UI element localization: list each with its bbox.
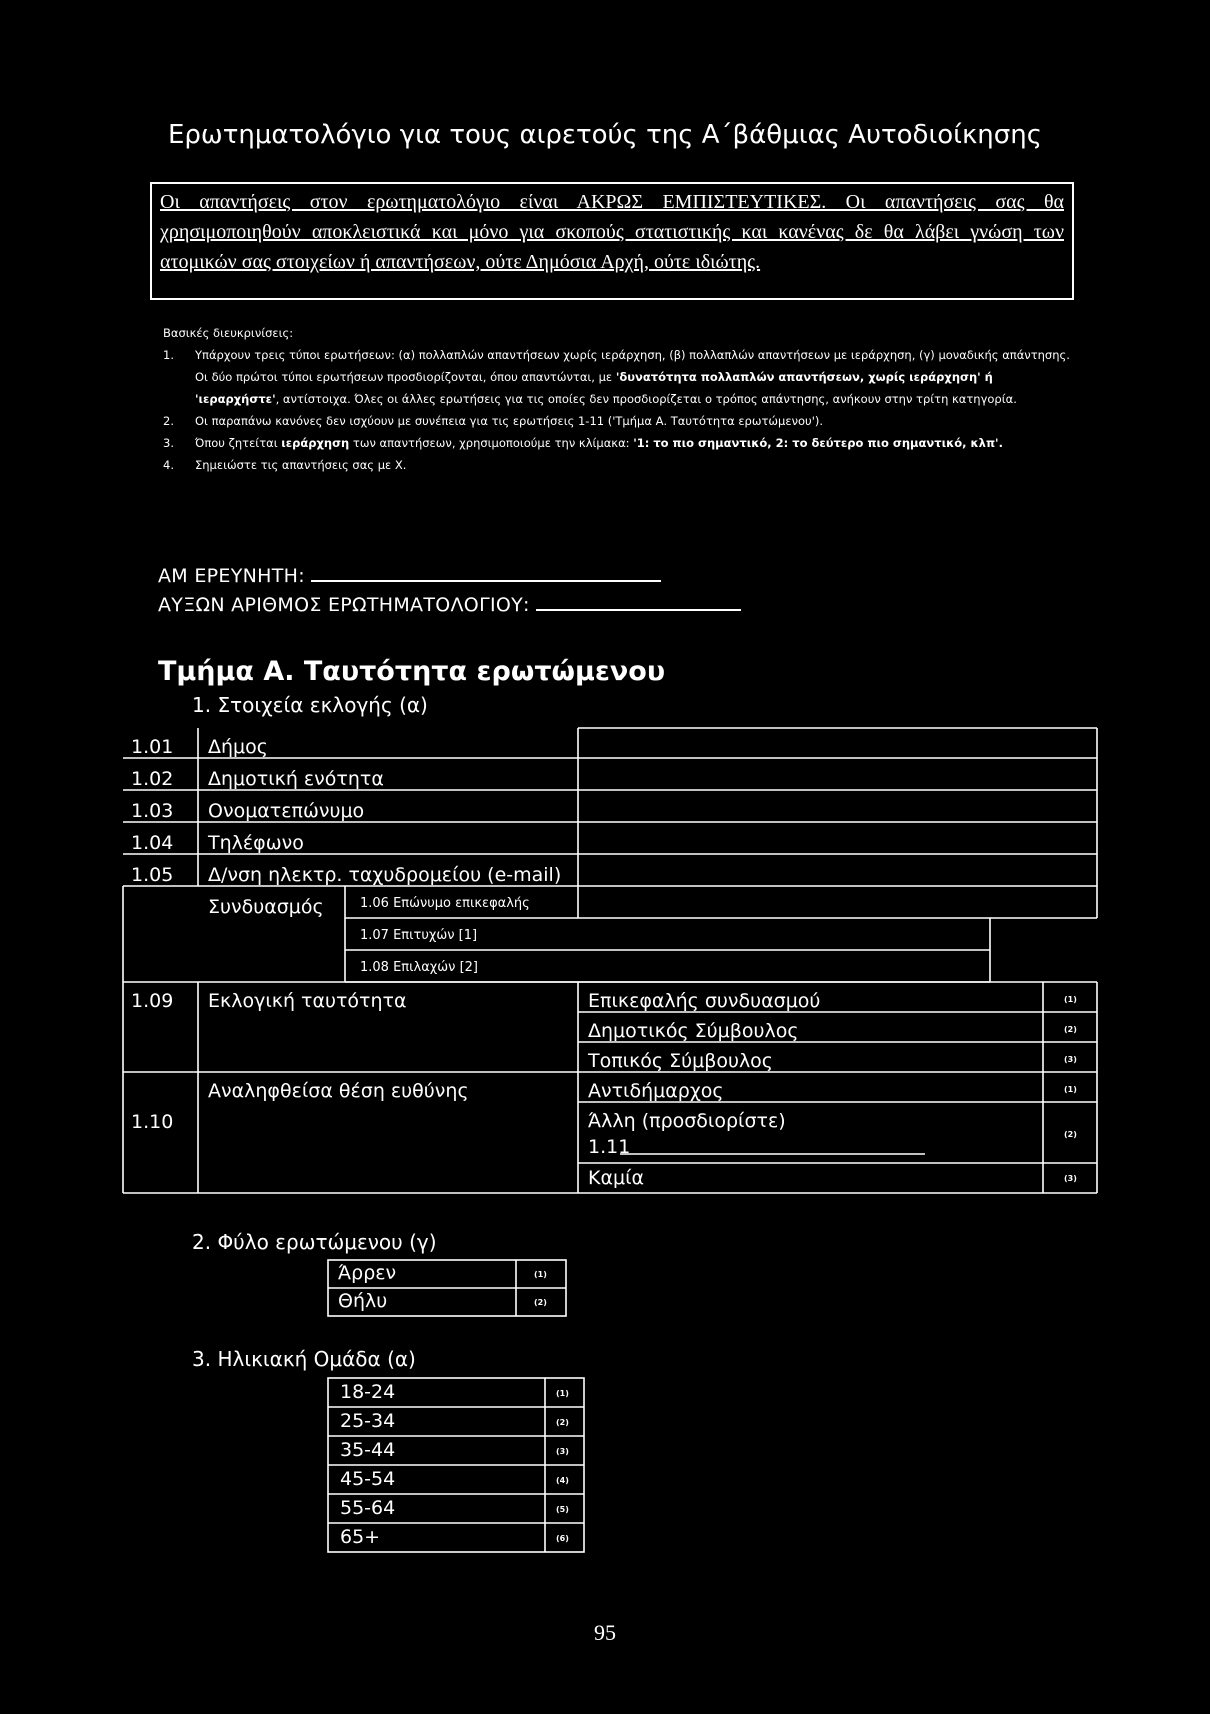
checkbox-1-10-3[interactable] <box>1045 1165 1059 1191</box>
coalition-label: Συνδυασμός <box>208 896 324 918</box>
document-title: Ερωτηματολόγιο για τους αιρετούς της Α΄βάθμιας Αυτοδιοίκησης <box>168 120 1042 150</box>
q1-09-option-1-code: (1) <box>1064 995 1077 1004</box>
q1-09-code: 1.09 <box>131 990 174 1012</box>
q1-09-option-2-code: (2) <box>1064 1025 1077 1034</box>
row-1-04-code: 1.04 <box>131 832 174 854</box>
checkbox-3-6[interactable] <box>547 1525 583 1550</box>
q1-10-option-3-code: (3) <box>1064 1174 1077 1183</box>
q3-option-2-code: (2) <box>556 1418 569 1427</box>
answer-1-08[interactable] <box>580 952 988 980</box>
q2-option-female-code: (2) <box>534 1298 547 1307</box>
q3-option-5-code: (5) <box>556 1505 569 1514</box>
instruction-3-text-b: ιεράρχηση <box>281 436 350 450</box>
checkbox-3-5[interactable] <box>547 1496 583 1521</box>
q2-option-male: Άρρεν <box>338 1262 397 1284</box>
q3-option-2: 25-34 <box>340 1410 396 1432</box>
coalition-runner-up: 1.08 Επιλαχών [2] <box>360 960 478 975</box>
q2-heading: 2. Φύλο ερωτώμενου (γ) <box>192 1230 437 1254</box>
row-1-01-label: Δήμος <box>208 736 268 758</box>
instruction-3-number: 3. <box>163 436 174 450</box>
q1-10-option-1: Αντιδήμαρχος <box>588 1080 724 1102</box>
instruction-2-text: Οι παραπάνω κανόνες δεν ισχύουν με συνέπεια για τις ερωτήσεις 1-11 ('Τμήμα Α. Ταυτότητα ερωτώμενου'). <box>195 414 823 428</box>
instruction-1-text-b: 'δυνατότητα πολλαπλών απαντήσεων, χωρίς ιεράρχηση' ή 'ιεραρχήστε' <box>195 370 993 406</box>
instruction-3-text-a: Όπου ζητείται <box>195 436 282 450</box>
checkbox-3-2[interactable] <box>547 1409 583 1434</box>
researcher-id-label: ΑΜ ΕΡΕΥΝΗΤΗ: <box>158 565 305 587</box>
checkbox-2-1[interactable] <box>518 1262 532 1286</box>
instruction-2-number: 2. <box>163 414 174 428</box>
q2-option-female: Θήλυ <box>338 1290 388 1312</box>
q2-option-male-code: (1) <box>534 1270 547 1279</box>
checkbox-1-09-2[interactable] <box>1045 1014 1059 1040</box>
row-1-02-code: 1.02 <box>131 768 174 790</box>
row-1-03-label: Ονοματεπώνυμο <box>208 800 365 822</box>
section-a-title: Τμήμα Α. Ταυτότητα ερωτώμενου <box>158 656 666 687</box>
q3-option-1: 18-24 <box>340 1381 396 1403</box>
row-1-02-label: Δημοτική ενότητα <box>208 768 384 790</box>
checkbox-3-4[interactable] <box>547 1467 583 1492</box>
q3-option-6-code: (6) <box>556 1534 569 1543</box>
answer-1-03[interactable] <box>580 792 1095 820</box>
coalition-head-name: 1.06 Επώνυμο επικεφαλής <box>360 896 530 911</box>
q3-option-4-code: (4) <box>556 1476 569 1485</box>
answer-1-04[interactable] <box>580 824 1095 852</box>
instructions-heading: Βασικές διευκρινίσεις: <box>163 326 294 340</box>
answer-1-01[interactable] <box>580 730 1095 756</box>
q3-option-3-code: (3) <box>556 1447 569 1456</box>
q3-option-1-code: (1) <box>556 1389 569 1398</box>
checkbox-1-10-1[interactable] <box>1045 1074 1059 1100</box>
q1-09-option-2: Δημοτικός Σύμβουλος <box>588 1020 799 1042</box>
answer-1-07[interactable] <box>580 920 988 948</box>
checkbox-1-10-2[interactable] <box>1045 1104 1059 1161</box>
checkbox-3-1[interactable] <box>547 1380 583 1405</box>
answer-1-05[interactable] <box>580 856 1095 884</box>
q3-option-6: 65+ <box>340 1526 381 1548</box>
confidentiality-notice: Οι απαντήσεις στον ερωτηματολόγιο είναι ΑΚΡΩΣ ΕΜΠΙΣΤΕΥΤΙΚΕΣ. Οι απαντήσεις σας θα χρησιμοποιηθούν αποκλειστικά και μόνο για σκοπούς στατιστικής και κανένας δε θα λάβει γνώση των ατομικών σας στοιχείων ή απαντήσεων, ούτε Δημόσια Αρχή, ούτε ιδιώτης. <box>150 182 1074 300</box>
q1-11-input[interactable] <box>620 1134 925 1154</box>
q3-heading: 3. Ηλικιακή Ομάδα (α) <box>192 1347 416 1371</box>
instruction-4-text: Σημειώστε τις απαντήσεις σας με Χ. <box>195 458 407 472</box>
q1-09-option-1: Επικεφαλής συνδυασμού <box>588 990 821 1012</box>
checkbox-2-2[interactable] <box>518 1290 532 1314</box>
q1-09-option-3: Τοπικός Σύμβουλος <box>588 1050 773 1072</box>
q1-10-code: 1.10 <box>131 1111 174 1133</box>
q1-heading: 1. Στοιχεία εκλογής (α) <box>192 693 428 717</box>
q3-option-5: 55-64 <box>340 1497 396 1519</box>
instruction-4-number: 4. <box>163 458 174 472</box>
q1-09-label: Εκλογική ταυτότητα <box>208 990 407 1012</box>
row-1-04-label: Τηλέφωνο <box>208 832 304 854</box>
checkbox-3-3[interactable] <box>547 1438 583 1463</box>
answer-1-02[interactable] <box>580 760 1095 788</box>
row-1-05-code: 1.05 <box>131 864 174 886</box>
row-1-03-code: 1.03 <box>131 800 174 822</box>
q3-option-4: 45-54 <box>340 1468 396 1490</box>
instruction-1-number: 1. <box>163 348 174 362</box>
q1-11-code: 1.11 <box>588 1136 631 1158</box>
instruction-3-text-d: '1: το πιο σημαντικό, 2: το δεύτερο πιο σημαντικό, κλπ'. <box>633 436 1003 450</box>
checkbox-1-09-3[interactable] <box>1045 1044 1059 1070</box>
q1-10-option-1-code: (1) <box>1064 1085 1077 1094</box>
row-1-01-code: 1.01 <box>131 736 174 758</box>
serial-number-label: ΑΥΞΩΝ ΑΡΙΘΜΟΣ ΕΡΩΤΗΜΑΤΟΛΟΓΙΟΥ: <box>158 594 530 616</box>
q1-10-option-2-code: (2) <box>1064 1130 1077 1139</box>
instruction-3-text-c: των απαντήσεων, χρησιμοποιούμε την κλίμακα: <box>349 436 634 450</box>
q1-09-option-3-code: (3) <box>1064 1055 1077 1064</box>
q1-10-option-3: Καμία <box>588 1167 645 1189</box>
q1-10-option-2: Άλλη (προσδιορίστε) <box>588 1110 786 1132</box>
page-number: 95 <box>594 1620 616 1645</box>
coalition-elected: 1.07 Επιτυχών [1] <box>360 928 478 943</box>
checkbox-1-09-1[interactable] <box>1045 984 1059 1010</box>
q1-10-label: Αναληφθείσα θέση ευθύνης <box>208 1080 469 1102</box>
q3-option-3: 35-44 <box>340 1439 396 1461</box>
instruction-1-text-c: , αντίστοιχα. Όλες οι άλλες ερωτήσεις για τις οποίες δεν προσδιορίζεται ο τρόπος απάντησης, ανήκουν στην τρίτη κατηγορία. <box>275 392 1017 406</box>
instruction-1-text-a: Υπάρχουν τρεις τύποι ερωτήσεων: (α) πολλαπλών απαντήσεων χωρίς ιεράρχηση, (β) πολλαπλών απαντήσεων με ιεράρχηση, (γ) μοναδικής απάντησης. Οι δύο πρώτοι τύποι ερωτήσεων προσδιορίζονται, όπου απαντώνται, με <box>195 348 1070 384</box>
row-1-05-label: Δ/νση ηλεκτρ. ταχυδρομείου (e-mail) <box>208 864 562 886</box>
